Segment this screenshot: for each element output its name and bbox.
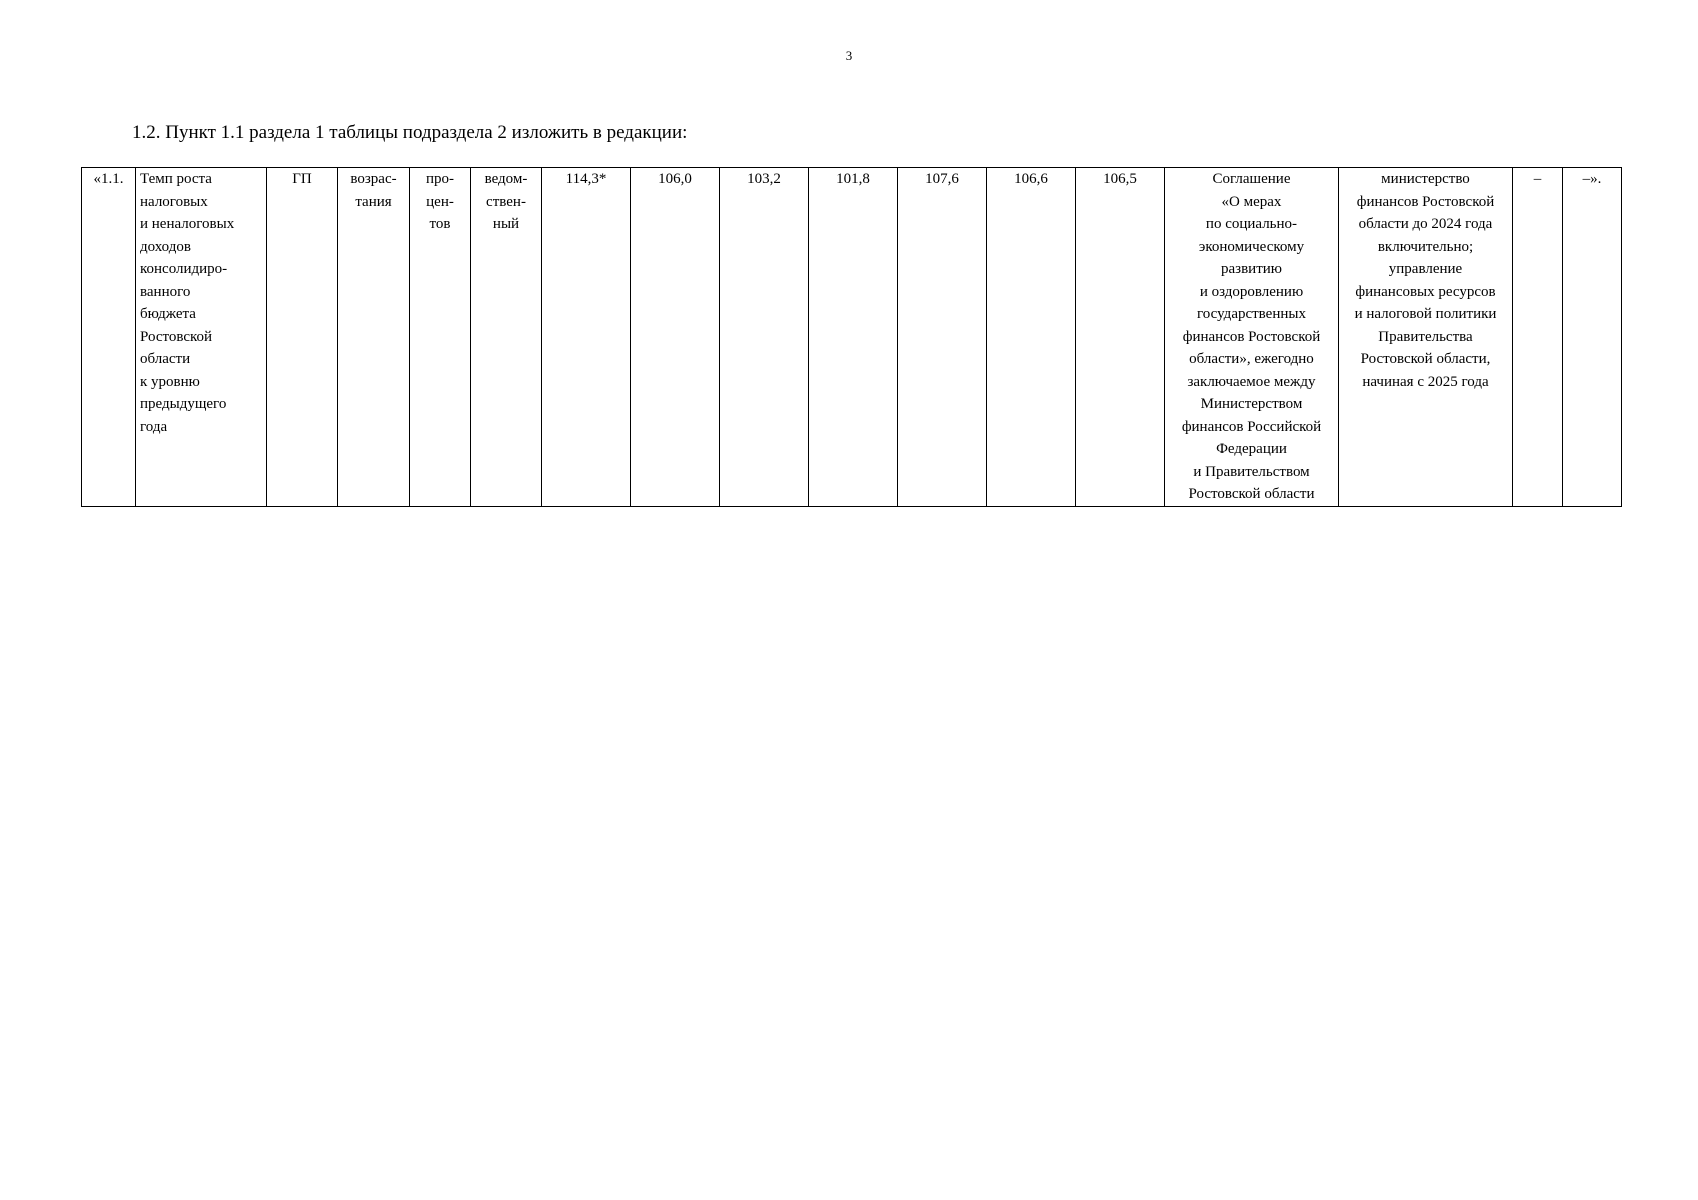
cell-text-line: Ростовской области (1188, 486, 1315, 502)
cell-indicator-type: ГП (267, 168, 338, 507)
cell-unit (410, 168, 471, 507)
cell-text-line: управление (1388, 261, 1463, 277)
cell-text-line: тания (355, 193, 392, 210)
cell-text-line: цен- (426, 193, 454, 210)
cell-text-line: Федерации (1216, 441, 1287, 457)
cell-text-line: развитию (1221, 261, 1282, 277)
cell-text-line: области», ежегодно (1189, 351, 1314, 367)
cell-text-line: ванного (140, 283, 191, 300)
cell-text-line: про- (425, 171, 455, 187)
cell-text-line: консолидиро- (140, 261, 228, 277)
intro-paragraph: 1.2. Пункт 1.1 раздела 1 таблицы подраздела 2 изложить в редакции: (132, 122, 688, 143)
cell-text-line: финансов Российской (1181, 418, 1322, 435)
cell-trend (338, 168, 410, 507)
cell-text-line: налоговых (140, 193, 208, 210)
cell-text-line: ведом- (484, 171, 528, 187)
cell-text-line: и Правительством (1193, 463, 1310, 480)
cell-text-line: и налоговой политики (1354, 306, 1497, 322)
cell-text-line: и оздоровлению (1199, 283, 1304, 300)
cell-text-line: государственных (1197, 306, 1306, 322)
cell-document (1165, 168, 1339, 507)
cell-text-line: ный (492, 216, 520, 232)
cell-text-line: включительно; (1377, 238, 1474, 255)
cell-category (471, 168, 542, 507)
cell-value-5: 106,6 (987, 168, 1076, 507)
cell-text-line: года (140, 418, 168, 435)
cell-text-line: и неналоговых (140, 216, 235, 232)
cell-text-line: заключаемое между (1187, 373, 1316, 390)
cell-text-line: финансовых ресурсов (1355, 283, 1496, 300)
cell-text-line: доходов (140, 238, 191, 255)
cell-value-4: 107,6 (898, 168, 987, 507)
cell-text-line: к уровню (140, 373, 200, 390)
cell-text-line: экономическому (1198, 238, 1305, 255)
cell-indicator-name (136, 168, 267, 507)
cell-col-16: – (1513, 168, 1563, 507)
page-number: 3 (845, 48, 853, 63)
cell-text-line: Правительства (1378, 328, 1473, 345)
cell-text-line: тов (429, 216, 451, 232)
cell-value-6: 106,5 (1076, 168, 1165, 507)
cell-text-line: «О мерах (1221, 193, 1282, 210)
cell-text-line: бюджета (140, 306, 196, 322)
cell-base-value: 114,3* (542, 168, 631, 507)
cell-text-line: возрас- (350, 171, 397, 187)
cell-text-line: Ростовской (140, 328, 213, 345)
indicator-table (81, 167, 1622, 507)
cell-text-line: ствен- (486, 193, 526, 210)
cell-number: «1.1. (82, 168, 136, 507)
cell-text-line: начиная с 2025 года (1362, 373, 1489, 390)
cell-text-line: Темп роста (140, 171, 212, 187)
cell-text-line: Соглашение (1212, 171, 1291, 187)
cell-value-2: 103,2 (720, 168, 809, 507)
cell-col-17: –». (1563, 168, 1622, 507)
table-row (82, 168, 1622, 507)
cell-value-1: 106,0 (631, 168, 720, 507)
cell-text-line: области до 2024 года (1358, 216, 1493, 232)
cell-text-line: предыдущего (140, 396, 227, 412)
cell-value-3: 101,8 (809, 168, 898, 507)
cell-text-line: финансов Ростовской (1356, 193, 1495, 210)
cell-text-line: финансов Ростовской (1182, 328, 1321, 345)
cell-text-line: Министерством (1200, 396, 1303, 412)
cell-responsible (1339, 168, 1513, 507)
cell-text-line: области (140, 351, 191, 367)
cell-text-line: Ростовской области, (1360, 351, 1491, 367)
cell-text-line: министерство (1381, 171, 1470, 187)
cell-text-line: по социально- (1205, 216, 1298, 232)
